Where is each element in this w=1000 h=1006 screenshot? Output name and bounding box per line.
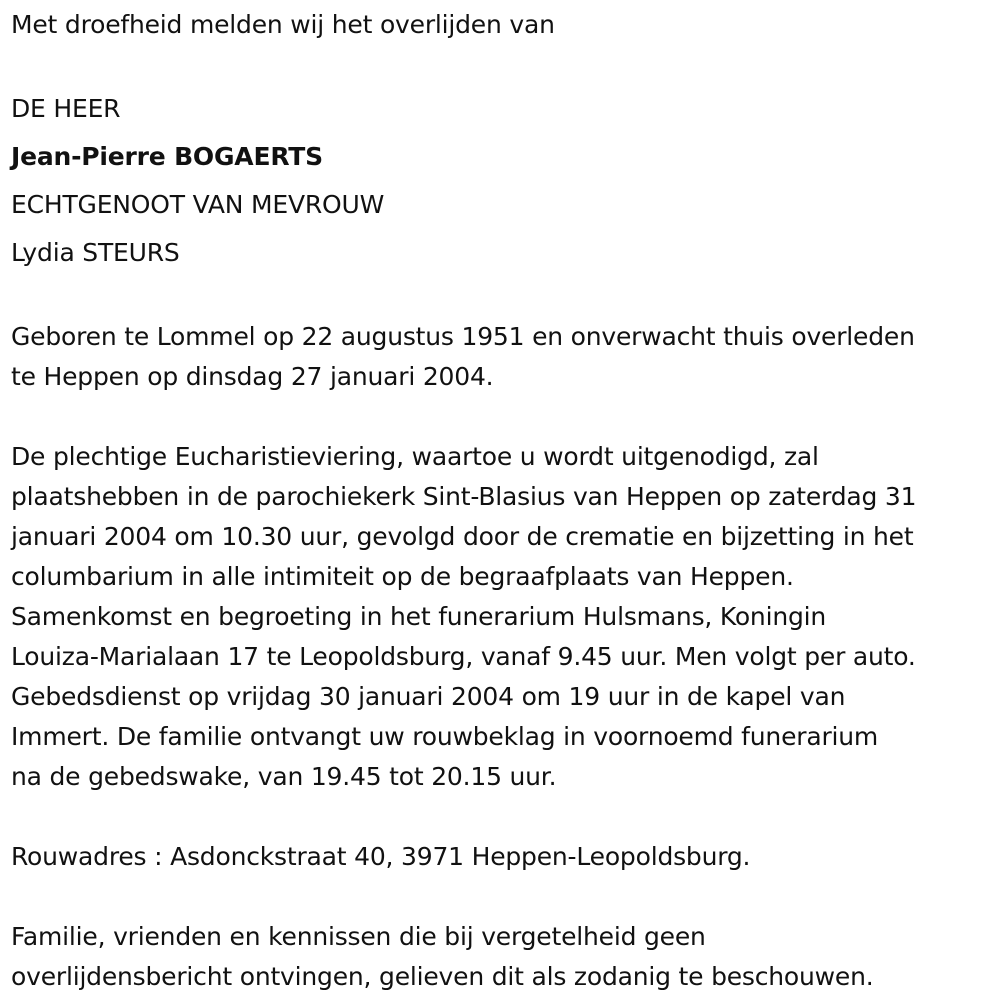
mourning-address: Rouwadres : Asdonckstraat 40, 3971 Heppen-Leopoldsburg. bbox=[11, 842, 751, 871]
birth-death-paragraph bbox=[11, 317, 996, 397]
deceased-name: Jean-Pierre BOGAERTS bbox=[11, 142, 323, 171]
intro-text: Met droefheid melden wij het overlijden van bbox=[11, 10, 555, 39]
paragraph-line: Familie, vrienden en kennissen die bij vergetelheid geen bbox=[11, 922, 706, 951]
relation-text: ECHTGENOOT VAN MEVROUW bbox=[11, 190, 385, 219]
paragraph-line: na de gebedswake, van 19.45 tot 20.15 uur. bbox=[11, 762, 557, 791]
paragraph-line: Louiza-Marialaan 17 te Leopoldsburg, vanaf 9.45 uur. Men volgt per auto. bbox=[11, 642, 916, 671]
paragraph-line: plaatshebben in de parochiekerk Sint-Blasius van Heppen op zaterdag 31 bbox=[11, 482, 917, 511]
spacer bbox=[11, 397, 996, 437]
closing-paragraph bbox=[11, 917, 996, 997]
spouse-name: Lydia STEURS bbox=[11, 238, 180, 267]
paragraph-line: overlijdensbericht ontvingen, gelieven dit als zodanig te beschouwen. bbox=[11, 962, 874, 991]
paragraph-line: Gebedsdienst op vrijdag 30 januari 2004 om 19 uur in de kapel van bbox=[11, 682, 846, 711]
paragraph-line: De plechtige Eucharistieviering, waartoe u wordt uitgenodigd, zal bbox=[11, 442, 819, 471]
spacer bbox=[11, 277, 996, 317]
ceremony-paragraph bbox=[11, 437, 996, 797]
spacer bbox=[11, 45, 996, 85]
paragraph-line: Immert. De familie ontvangt uw rouwbeklag in voornoemd funerarium bbox=[11, 722, 879, 751]
spacer bbox=[11, 877, 996, 917]
death-notice bbox=[11, 5, 996, 997]
paragraph-line: Geboren te Lommel op 22 augustus 1951 en onverwacht thuis overleden bbox=[11, 322, 915, 351]
spacer bbox=[11, 797, 996, 837]
title-text: DE HEER bbox=[11, 94, 121, 123]
paragraph-line: te Heppen op dinsdag 27 januari 2004. bbox=[11, 362, 494, 391]
paragraph-line: januari 2004 om 10.30 uur, gevolgd door de crematie en bijzetting in het bbox=[11, 522, 914, 551]
paragraph-line: Samenkomst en begroeting in het funerarium Hulsmans, Koningin bbox=[11, 602, 827, 631]
paragraph-line: columbarium in alle intimiteit op de begraafplaats van Heppen. bbox=[11, 562, 794, 591]
